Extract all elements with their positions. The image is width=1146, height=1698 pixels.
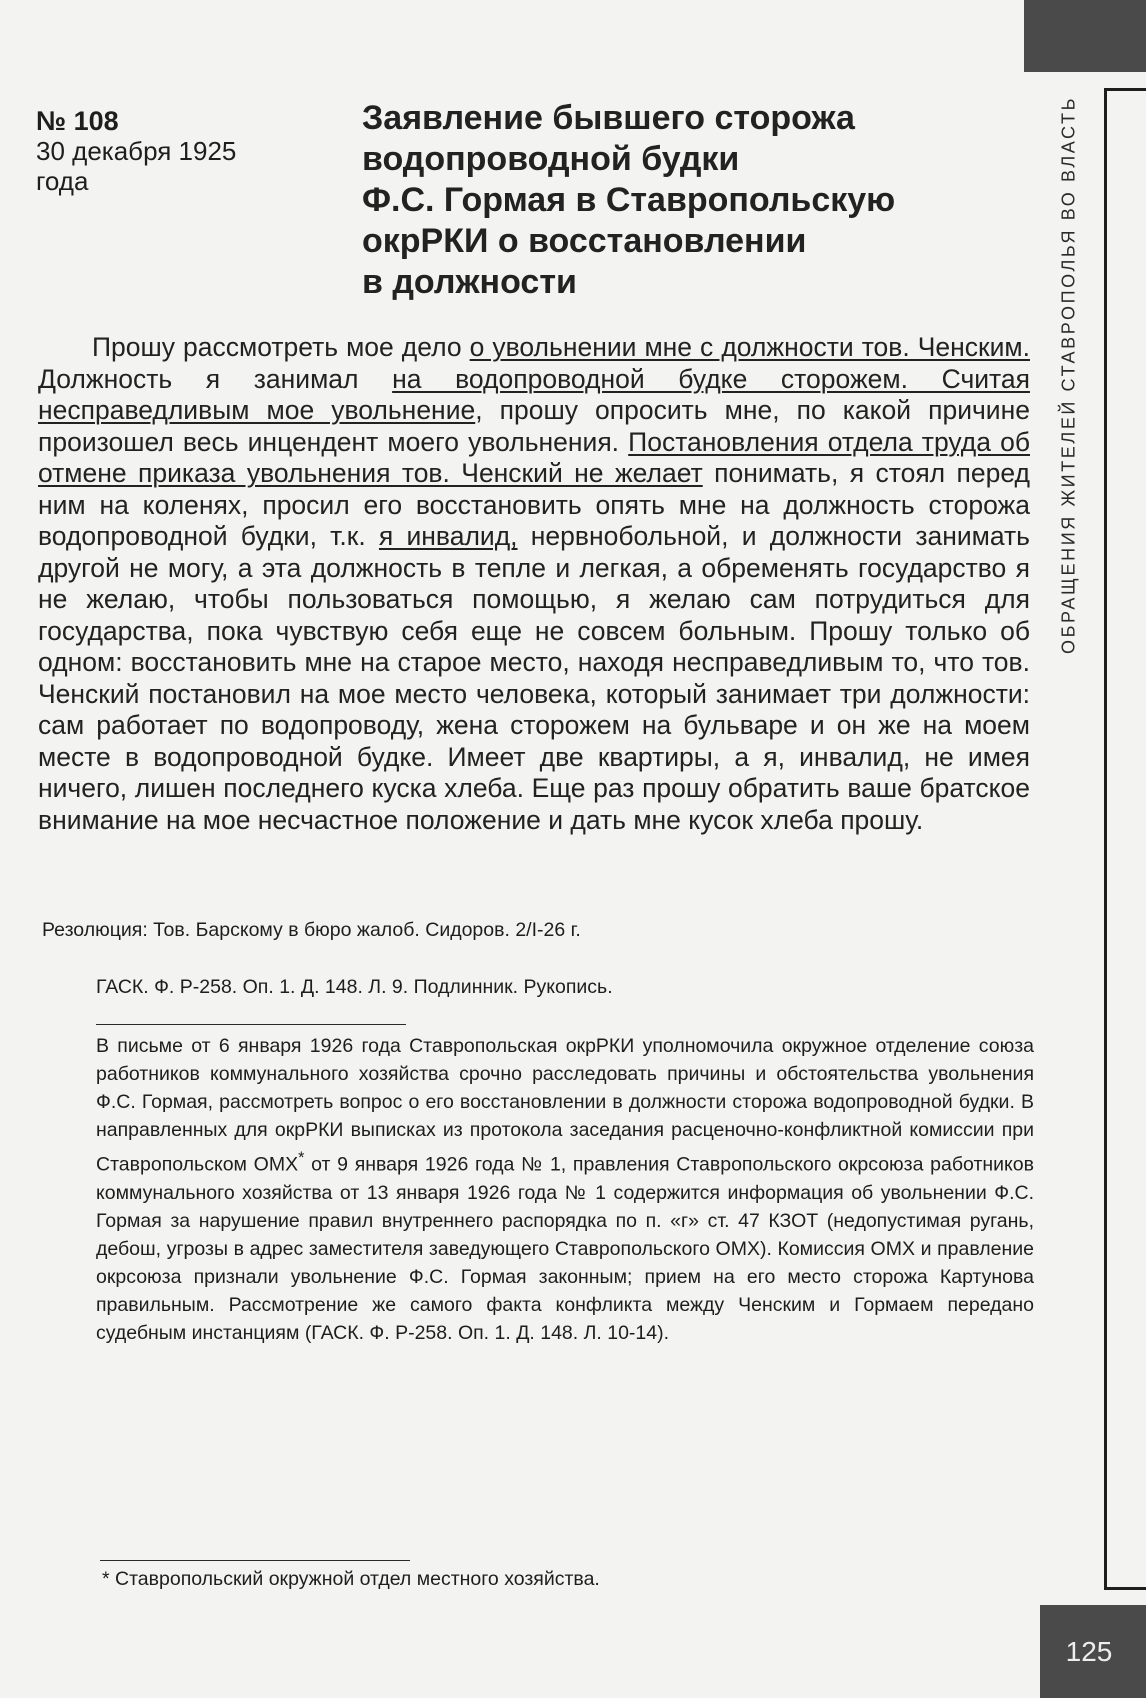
- document-meta: [36, 106, 276, 196]
- note-text: В письме от 6 января 1926 года Ставропольская окрРКИ уполномочила окружное отделение союза работников коммунального хозяйства срочно расследовать причины и обстоятельства увольнения Ф.С. Гормая, рассмотреть вопрос о его восстановлении в должности сторожа водопроводной будки. В направленных для окрРКИ выписках из протокола заседания расценочно-конфликтной комиссии при Ставропольском ОМХ: [96, 1035, 1034, 1176]
- footnote: * Ставропольский окружной отдел местного хозяйства.: [102, 1568, 600, 1590]
- body-underlined-text: о увольнении мне с должности тов. Ченским.: [469, 332, 1030, 362]
- body-underlined-text: Постановления отдела труда об отмене приказа увольнения тов. Ченский не желает: [38, 426, 1030, 488]
- body-text: Прошу рассмотреть мое дело: [92, 332, 470, 362]
- body-text: понимать, я стоял перед ним на коленях, просил его восстановить опять мне на должность сторожа водопроводной будки, т.к.: [38, 458, 1030, 551]
- body-text: , прошу опросить мне, по какой причине произошел весь инцендент моего увольнения.: [38, 395, 1030, 457]
- page-number: 125: [1040, 1605, 1146, 1698]
- note-divider: [96, 1024, 406, 1025]
- running-header: ОБРАЩЕНИЯ ЖИТЕЛЕЙ СТАВРОПОЛЬЯ ВО ВЛАСТЬ: [1058, 96, 1079, 654]
- side-frame: [1104, 88, 1146, 1590]
- footnote-divider: [100, 1560, 410, 1561]
- resolution: Резолюция: Тов. Барскому в бюро жалоб. Сидоров. 2/I-26 г.: [42, 919, 581, 941]
- archive-reference: ГАСК. Ф. Р-258. Оп. 1. Д. 148. Л. 9. Подлинник. Рукопись.: [96, 976, 613, 998]
- body-text: нервнобольной, и должности занимать другой не могу, а эта должность в тепле и легкая, а обременять государство я не желаю, чтобы пользоваться помощью, я желаю сам потрудиться для государства, пока чувствую себя еще не совсем больным. Прошу только об одном: восстановить мне на старое место, находя несправедливым то, что тов. Ченский постановил на мое место человека, который занимает три должности: сам работает по водопроводу, жена сторожем на бульваре и он же на моем месте в водопроводной будке. Имеет две квартиры, а я, инвалид, не имея ничего, лишен последнего куска хлеба. Еще раз прошу обратить ваше братское внимание на мое несчастное положение и дать мне кусок хлеба прошу.: [38, 521, 1030, 835]
- body-text: Должность я занимал: [38, 363, 393, 394]
- editorial-note: [96, 1032, 1034, 1347]
- note-text: от 9 января 1926 года № 1, правления Ставропольского окрсоюза работников коммунального хозяйства от 13 января 1926 года № 1 содержится информация об увольнении Ф.С. Гормая за нарушение правил внутреннего распорядка по п. «г» ст. 47 КЗОТ (недопустимая ругань, дебош, угрозы в адрес заместителя заведующего Ставропольского ОМХ). Комиссия ОМХ и правление окрсоюза признали увольнение Ф.С. Гормая законным; прием на его место сторожа Картунова правильным. Рассмотрение же самого факта конфликта между Ченским и Гормаем передано судебным инстанциям (ГАСК. Ф. Р-258. Оп. 1. Д. 148. Л. 10-14).: [96, 1153, 1034, 1344]
- document-number: № 108: [36, 106, 119, 136]
- body-underlined-text: на водопроводной будке сторожем. Считая несправедливым мое увольнение: [38, 363, 1030, 425]
- document-title: Заявление бывшего сторожа водопроводной будки Ф.С. Гормая в Ставропольскую окрРКИ о восстановлении в должности: [362, 99, 896, 301]
- top-corner-tab: [1024, 0, 1146, 72]
- document-body: [38, 332, 1030, 836]
- body-underlined-text: я инвалид,: [378, 521, 518, 551]
- footnote-marker: *: [298, 1149, 305, 1167]
- document-date: 30 декабря 1925 года: [36, 136, 237, 196]
